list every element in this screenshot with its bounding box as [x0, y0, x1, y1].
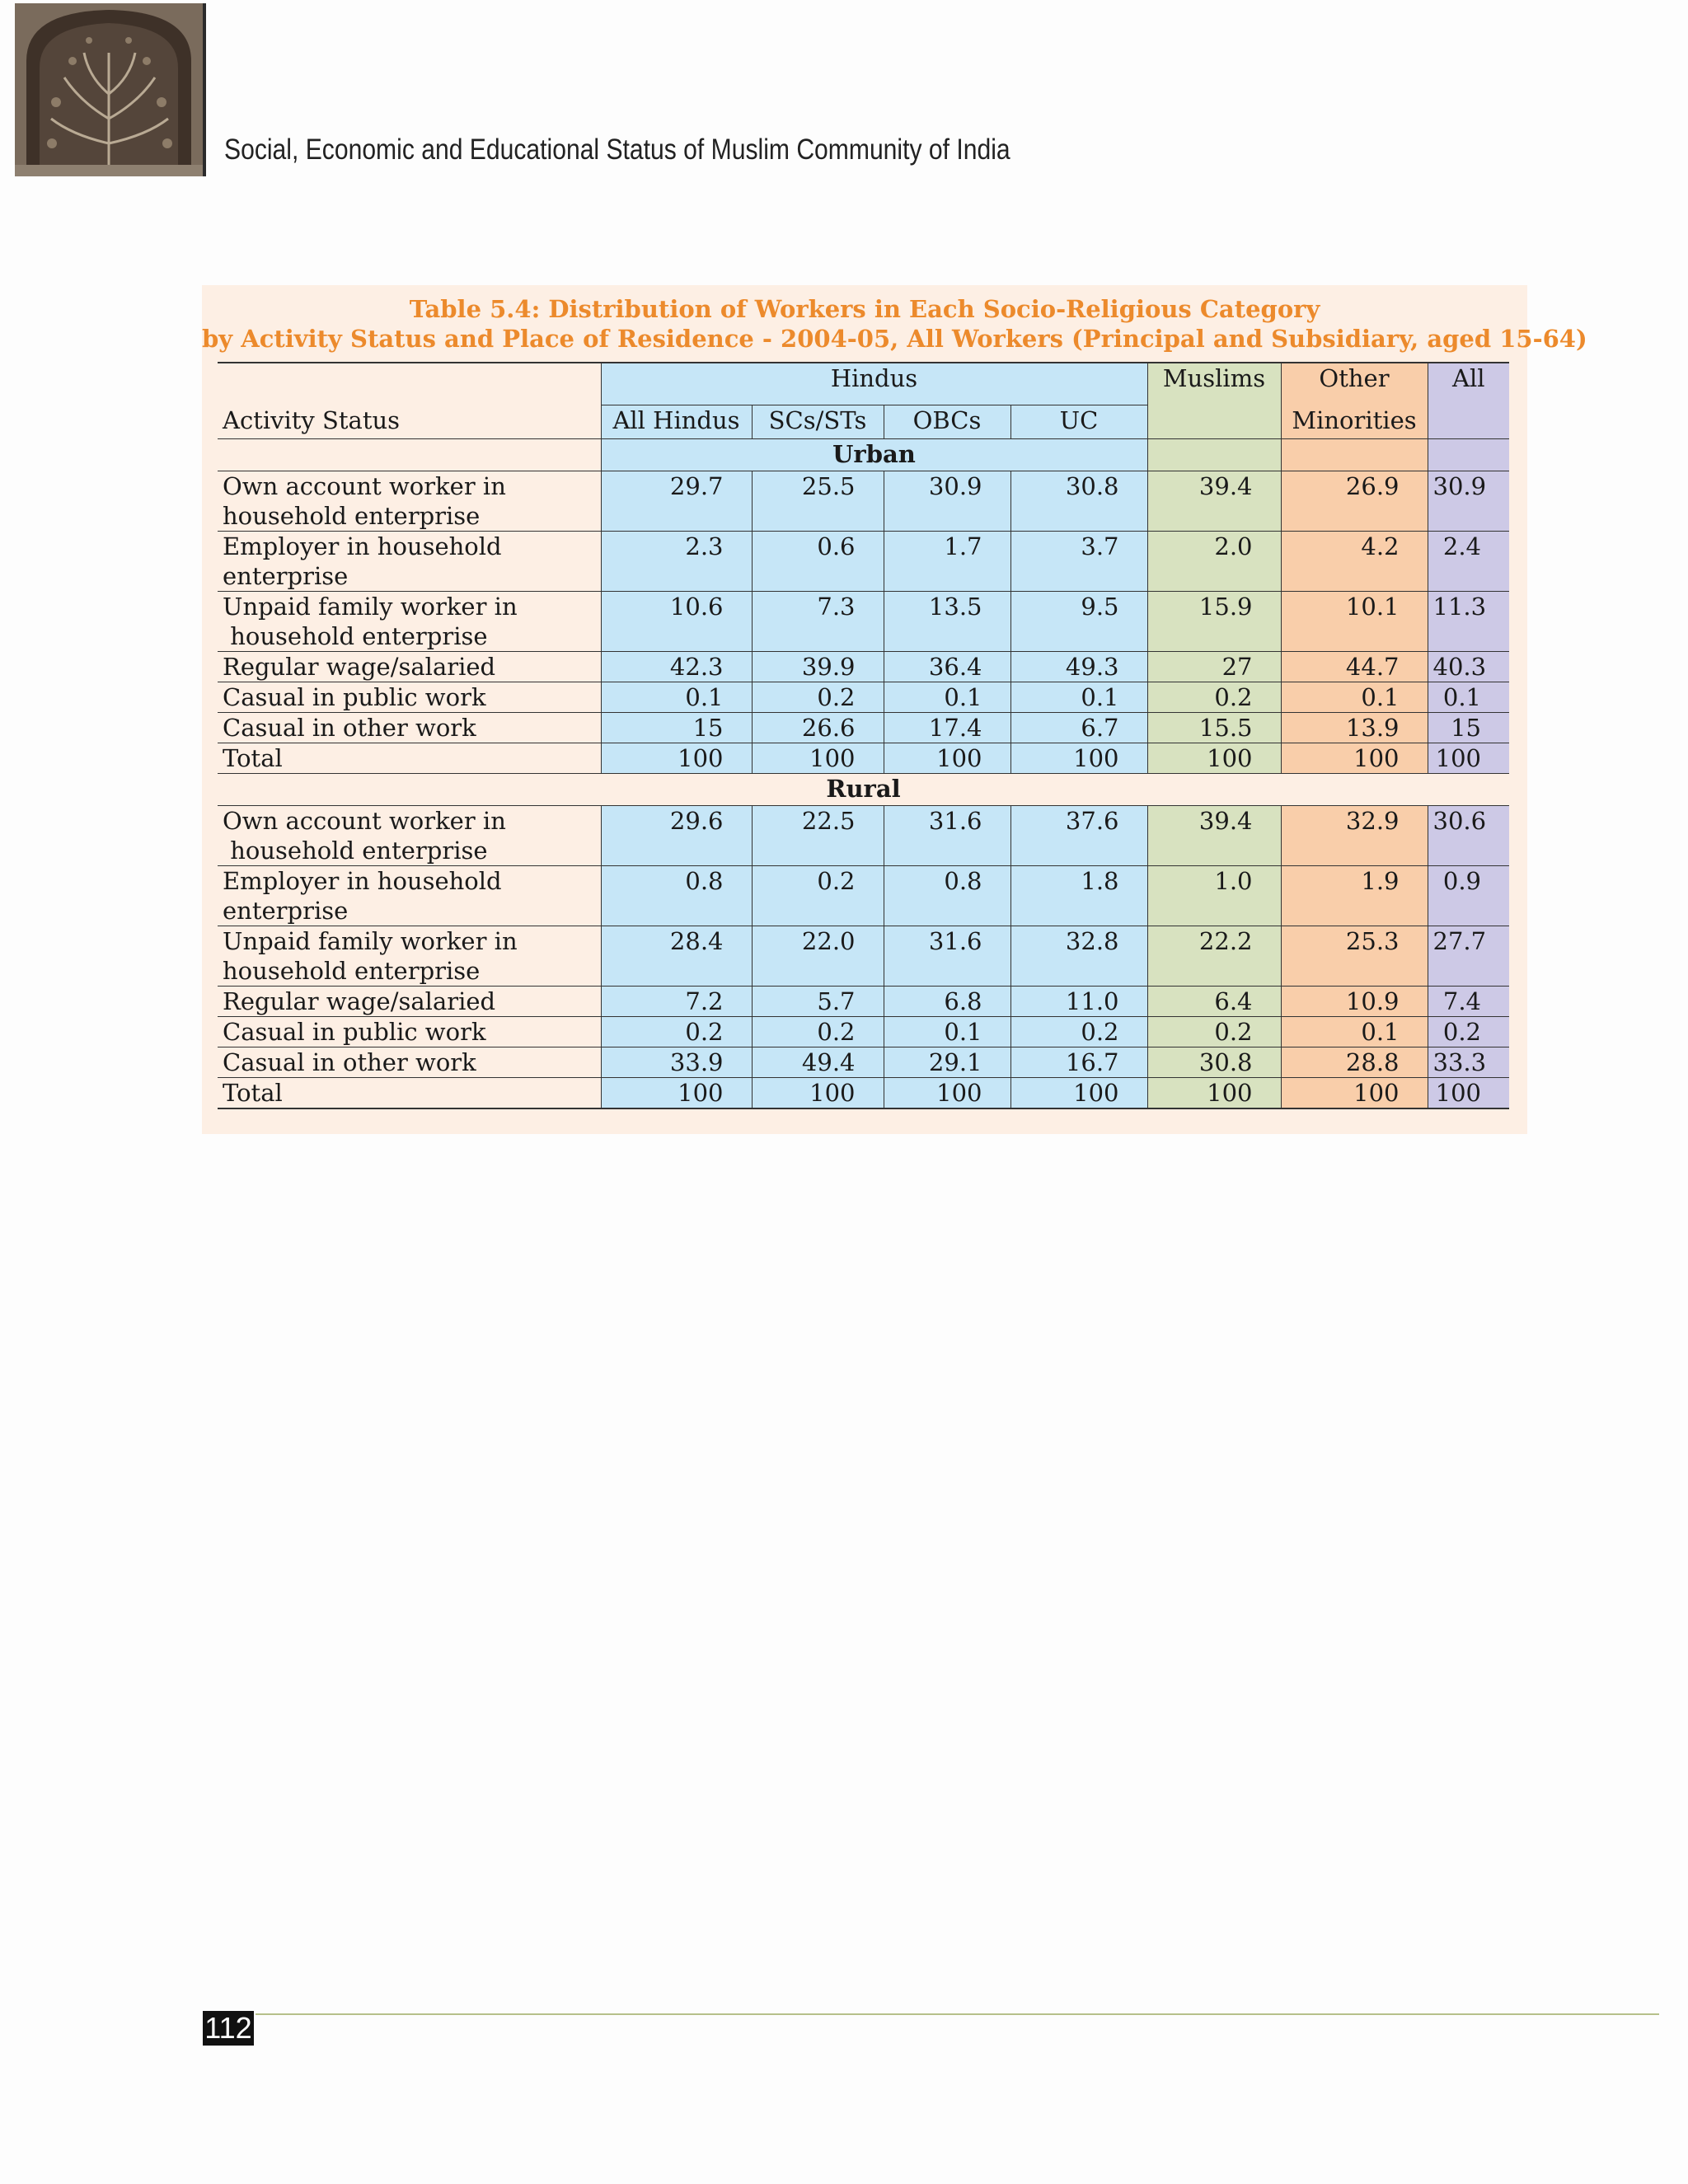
table-cell: 0.2	[1428, 1017, 1509, 1047]
row-label	[218, 987, 601, 1017]
table-cell: 17.4	[884, 713, 1010, 743]
table-cell: 27	[1147, 652, 1281, 682]
table-cell: 37.6	[1010, 806, 1147, 866]
header-activity-status: Activity Status	[218, 405, 601, 439]
row-label-line1: Own account worker in	[223, 472, 506, 500]
header-muslims: Muslims	[1147, 363, 1281, 405]
table-cell: 0.2	[1147, 1017, 1281, 1047]
table-cell: 29.7	[601, 471, 752, 532]
footer-rule	[256, 2013, 1659, 2015]
table-cell: 5.7	[752, 987, 884, 1017]
document-header-title: Social, Economic and Educational Status of Muslim Community of India	[224, 134, 1010, 166]
table-cell: 10.6	[601, 592, 752, 652]
table-cell: 0.2	[752, 866, 884, 926]
table-cell: 15.5	[1147, 713, 1281, 743]
table-cell: 0.8	[601, 866, 752, 926]
table-cell: 22.0	[752, 926, 884, 987]
row-label-line2: enterprise	[223, 562, 349, 590]
table-cell: 49.4	[752, 1047, 884, 1078]
table-cell: 6.7	[1010, 713, 1147, 743]
table-cell: 2.3	[601, 532, 752, 592]
table-cell: 100	[752, 743, 884, 774]
table-cell: 7.4	[1428, 987, 1509, 1017]
table-cell: 15.9	[1147, 592, 1281, 652]
table-row	[218, 866, 1509, 926]
table-cell: 13.9	[1281, 713, 1428, 743]
table-cell: 0.9	[1428, 866, 1509, 926]
table-cell: 4.2	[1281, 532, 1428, 592]
urban-section-row	[218, 439, 1509, 471]
table-row	[218, 1017, 1509, 1047]
row-label-line2: enterprise	[223, 897, 349, 925]
table-cell: 100	[1010, 1078, 1147, 1109]
row-label	[218, 806, 601, 866]
table-cell: 2.0	[1147, 532, 1281, 592]
row-label-line2: household enterprise	[223, 957, 481, 985]
table-cell: 30.9	[884, 471, 1010, 532]
row-label-line1: Casual in other work	[223, 1048, 476, 1076]
table-cell: 0.1	[1010, 682, 1147, 713]
table-cell: 39.9	[752, 652, 884, 682]
table-cell: 100	[1147, 1078, 1281, 1109]
table-cell: 0.1	[1281, 682, 1428, 713]
table-cell: 100	[1147, 743, 1281, 774]
table-cell: 6.4	[1147, 987, 1281, 1017]
row-label-line1: Regular wage/salaried	[223, 653, 496, 681]
table-cell: 44.7	[1281, 652, 1428, 682]
row-label	[218, 713, 601, 743]
table-cell: 0.2	[1147, 682, 1281, 713]
table-row	[218, 592, 1509, 652]
carved-window-icon	[15, 3, 203, 176]
table-row	[218, 806, 1509, 866]
table-caption-line1: Table 5.4: Distribution of Workers in Each Socio-Religious Category	[409, 295, 1320, 323]
table-cell: 1.9	[1281, 866, 1428, 926]
row-label-line1: Total	[223, 744, 283, 772]
table-cell: 100	[1428, 743, 1509, 774]
table-row	[218, 682, 1509, 713]
table-cell: 100	[1281, 1078, 1428, 1109]
table-cell: 100	[1281, 743, 1428, 774]
table-row	[218, 926, 1509, 987]
table-cell: 0.1	[884, 682, 1010, 713]
urban-section-label: Urban	[601, 439, 1147, 471]
row-label	[218, 652, 601, 682]
table-cell: 22.2	[1147, 926, 1281, 987]
table-cell: 29.6	[601, 806, 752, 866]
table-cell: 25.5	[752, 471, 884, 532]
table-cell: 30.9	[1428, 471, 1509, 532]
carved-window-image	[15, 3, 206, 176]
row-label-line1: Casual in public work	[223, 683, 486, 711]
table-cell: 28.8	[1281, 1047, 1428, 1078]
table-cell: 30.8	[1010, 471, 1147, 532]
row-label-line1: Total	[223, 1079, 283, 1107]
table-cell: 0.2	[601, 1017, 752, 1047]
table-cell: 32.9	[1281, 806, 1428, 866]
table-cell: 2.4	[1428, 532, 1509, 592]
row-label	[218, 682, 601, 713]
header-scs-sts: SCs/STs	[752, 405, 884, 439]
row-label	[218, 532, 601, 592]
row-label-line1: Casual in other work	[223, 714, 476, 742]
table-cell: 15	[1428, 713, 1509, 743]
table-row	[218, 652, 1509, 682]
row-label	[218, 1047, 601, 1078]
table-cell: 0.2	[752, 682, 884, 713]
table-cell: 15	[601, 713, 752, 743]
table-cell: 30.8	[1147, 1047, 1281, 1078]
workers-distribution-table	[218, 362, 1509, 1109]
header-row-top	[218, 363, 1509, 405]
table-cell: 100	[884, 1078, 1010, 1109]
table-cell: 11.0	[1010, 987, 1147, 1017]
table-row	[218, 1078, 1509, 1109]
row-label-line2: household enterprise	[223, 837, 488, 865]
table-cell: 6.8	[884, 987, 1010, 1017]
row-label-line1: Unpaid family worker in	[223, 593, 518, 621]
table-cell: 0.2	[752, 1017, 884, 1047]
table-cell: 0.1	[1281, 1017, 1428, 1047]
header-other-line1: Other	[1281, 363, 1428, 405]
table-cell: 31.6	[884, 926, 1010, 987]
row-label-line1: Own account worker in	[223, 807, 506, 835]
table-cell: 27.7	[1428, 926, 1509, 987]
table-cell: 3.7	[1010, 532, 1147, 592]
table-cell: 9.5	[1010, 592, 1147, 652]
row-label	[218, 866, 601, 926]
table-cell: 100	[1428, 1078, 1509, 1109]
row-label	[218, 743, 601, 774]
row-label-line2: household enterprise	[223, 622, 488, 650]
table-cell: 26.9	[1281, 471, 1428, 532]
header-all-hindus: All Hindus	[601, 405, 752, 439]
row-label-line1: Unpaid family worker in	[223, 927, 518, 955]
table-cell: 7.3	[752, 592, 884, 652]
table-cell: 100	[1010, 743, 1147, 774]
table-cell: 0.2	[1010, 1017, 1147, 1047]
row-label-line1: Regular wage/salaried	[223, 987, 496, 1015]
table-row	[218, 743, 1509, 774]
table-cell: 100	[601, 743, 752, 774]
table-cell: 1.8	[1010, 866, 1147, 926]
table-row	[218, 713, 1509, 743]
table-row	[218, 1047, 1509, 1078]
table-cell: 1.0	[1147, 866, 1281, 926]
table-cell: 16.7	[1010, 1047, 1147, 1078]
row-label-line1: Employer in household	[223, 867, 502, 895]
table-row	[218, 532, 1509, 592]
table-cell: 100	[884, 743, 1010, 774]
table-cell: 10.1	[1281, 592, 1428, 652]
row-label-line1: Casual in public work	[223, 1018, 486, 1046]
table-cell: 0.1	[884, 1017, 1010, 1047]
header-all: All	[1428, 363, 1509, 405]
table-cell: 13.5	[884, 592, 1010, 652]
header-hindus: Hindus	[601, 363, 1147, 405]
rural-section-label: Rural	[218, 774, 1509, 806]
header-uc: UC	[1010, 405, 1147, 439]
header-row-sub	[218, 405, 1509, 439]
rural-section-row	[218, 774, 1509, 806]
table-cell: 29.1	[884, 1047, 1010, 1078]
table-cell: 100	[601, 1078, 752, 1109]
table-cell: 39.4	[1147, 471, 1281, 532]
table-panel	[202, 285, 1587, 1134]
row-label	[218, 1017, 601, 1047]
row-label-line2: household enterprise	[223, 502, 481, 530]
table-row	[218, 987, 1509, 1017]
row-label	[218, 592, 601, 652]
table-cell: 32.8	[1010, 926, 1147, 987]
row-label	[218, 471, 601, 532]
table-cell: 0.1	[1428, 682, 1509, 713]
row-label	[218, 926, 601, 987]
table-cell: 0.8	[884, 866, 1010, 926]
table-cell: 42.3	[601, 652, 752, 682]
table-cell: 39.4	[1147, 806, 1281, 866]
table-cell: 33.9	[601, 1047, 752, 1078]
table-cell: 36.4	[884, 652, 1010, 682]
table-caption-line2: by Activity Status and Place of Residence - 2004-05, All Workers (Principal and Subsidiary, aged 15-64)	[202, 325, 1587, 353]
table-row	[218, 471, 1509, 532]
table-cell: 33.3	[1428, 1047, 1509, 1078]
table-cell: 28.4	[601, 926, 752, 987]
header-other-line2: Minorities	[1281, 405, 1428, 439]
table-cell: 0.1	[601, 682, 752, 713]
table-cell: 10.9	[1281, 987, 1428, 1017]
page-number: 112	[203, 2011, 254, 2046]
table-cell: 100	[752, 1078, 884, 1109]
row-label	[218, 1078, 601, 1109]
table-cell: 1.7	[884, 532, 1010, 592]
row-label-line1: Employer in household	[223, 532, 502, 560]
table-cell: 40.3	[1428, 652, 1509, 682]
table-cell: 11.3	[1428, 592, 1509, 652]
table-cell: 25.3	[1281, 926, 1428, 987]
table-cell: 31.6	[884, 806, 1010, 866]
header-obcs: OBCs	[884, 405, 1010, 439]
table-cell: 49.3	[1010, 652, 1147, 682]
table-cell: 7.2	[601, 987, 752, 1017]
table-cell: 0.6	[752, 532, 884, 592]
table-cell: 22.5	[752, 806, 884, 866]
table-cell: 30.6	[1428, 806, 1509, 866]
table-cell: 26.6	[752, 713, 884, 743]
